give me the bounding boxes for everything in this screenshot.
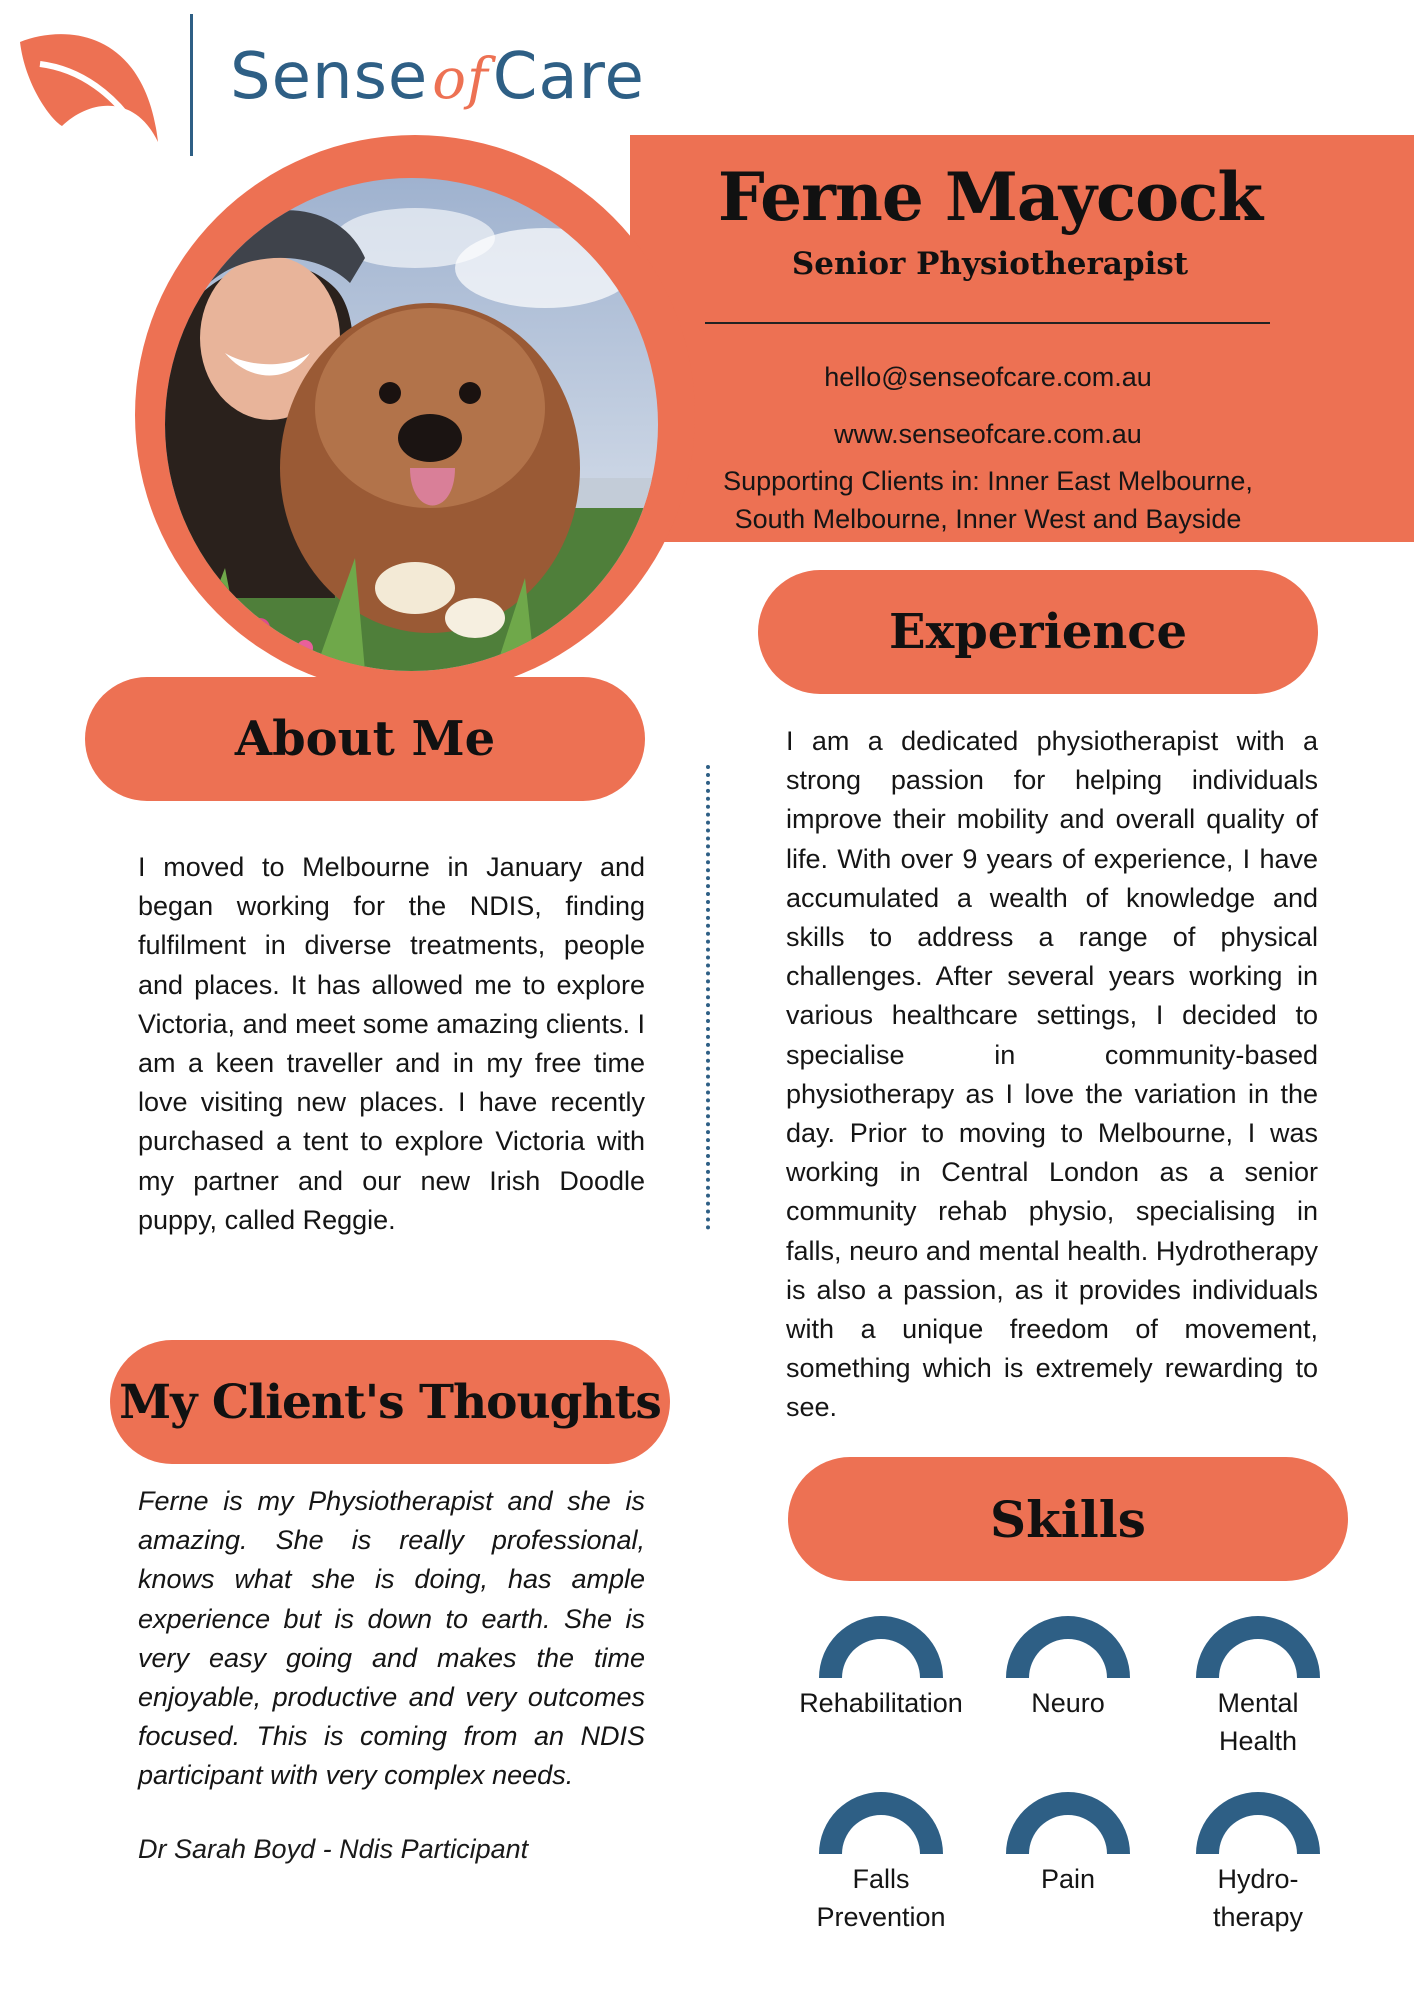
skill-arc-icon	[1193, 1788, 1323, 1854]
client-thoughts-heading: My Client's Thoughts	[110, 1340, 670, 1464]
about-text: I moved to Melbourne in January and began working for the NDIS, finding fulfilment in diverse treatments, people and places. It has allowed me to explore Victoria, and meet some amazing clients. I am a keen traveller and in my free time love visiting new places. I have recently purchased a tent to explore Victoria with my partner and our new Irish Doodle puppy, called Reggie.	[138, 852, 645, 1235]
contact-email-link[interactable]: hello@senseofcare.com.au	[824, 362, 1152, 392]
service-area	[708, 462, 1268, 538]
skill-item	[1158, 1612, 1358, 1760]
person-name: Ferne Maycock	[717, 158, 1263, 236]
skill-label: Falls Prevention	[816, 1864, 946, 1932]
brand-care: Care	[492, 40, 645, 114]
service-area-line: Supporting Clients in: Inner East Melbourne,	[723, 466, 1253, 496]
skill-arc-icon	[816, 1788, 946, 1854]
brand-sense: Sense	[230, 40, 429, 114]
experience-heading: Experience	[758, 570, 1318, 694]
profile-photo	[165, 178, 658, 671]
experience-text: I am a dedicated physiotherapist with a strong passion for helping individuals improve their mobility and overall quality of life. With over 9 years of experience, I have accumulated a wealth of knowledge and skills to address a range of physical challenges. After several years working in various healthcare settings, I decided to specialise in community-based physiotherapy as I love the variation in the day. Prior to moving to Melbourne, I was working in Central London as a senior community rehab physio, specialising in falls, neuro and mental health. Hydrotherapy is also a passion, as it provides individuals with a unique freedom of movement, something which is extremely rewarding to see.	[786, 726, 1318, 1423]
skills-heading: Skills	[788, 1457, 1348, 1581]
skill-arc-icon	[1003, 1788, 1133, 1854]
column-divider	[706, 765, 710, 1230]
brand-of: of	[432, 47, 489, 112]
skill-item	[968, 1612, 1168, 1722]
skill-arc-icon	[1193, 1612, 1323, 1678]
skill-arc-icon	[1003, 1612, 1133, 1678]
skill-item	[781, 1612, 981, 1722]
skill-label: Hydro- therapy	[1212, 1864, 1304, 1932]
quote-author: Dr Sarah Boyd - Ndis Participant	[138, 1834, 529, 1864]
skill-label: Neuro	[1031, 1688, 1105, 1718]
client-quote: Ferne is my Physiotherapist and she is amazing. She is really professional, knows what she is doing, has ample experience but is down to earth. She is very easy going and makes the time enjoyable, productive and very outcomes focused. This is coming from an NDIS participant with very complex needs.	[138, 1486, 645, 1791]
header-divider	[705, 322, 1270, 324]
skill-item	[781, 1788, 981, 1936]
about-heading: About Me	[85, 677, 645, 801]
skill-arc-icon	[816, 1612, 946, 1678]
contact-website-link[interactable]: www.senseofcare.com.au	[834, 419, 1142, 449]
skill-label: Pain	[1040, 1864, 1096, 1894]
service-area-line: South Melbourne, Inner West and Bayside	[734, 504, 1242, 534]
leaf-logo-icon	[20, 24, 165, 144]
profile-photo-illustration	[165, 178, 658, 671]
person-title: Senior Physiotherapist	[791, 246, 1189, 282]
brand-logo-text	[230, 40, 645, 114]
skill-label: Rehabilitation	[799, 1688, 963, 1718]
skill-item	[968, 1788, 1168, 1898]
skill-label: Mental Health	[1217, 1688, 1299, 1756]
skill-item	[1158, 1788, 1358, 1936]
logo-divider	[190, 14, 193, 156]
